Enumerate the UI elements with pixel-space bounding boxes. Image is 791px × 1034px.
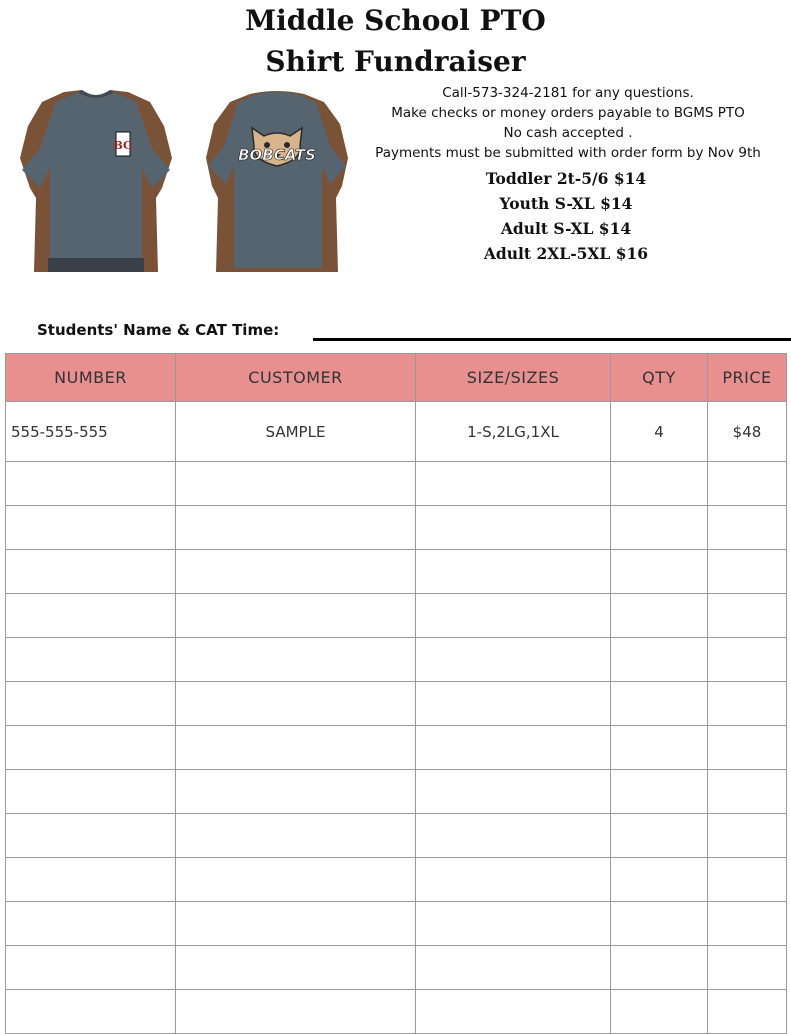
- qty-cell[interactable]: [611, 726, 708, 770]
- price-youth: Youth S-XL $14: [499, 194, 633, 213]
- number-cell[interactable]: [6, 814, 176, 858]
- number-cell[interactable]: [6, 770, 176, 814]
- customer-cell[interactable]: [176, 594, 416, 638]
- qty-cell[interactable]: [611, 770, 708, 814]
- number-cell[interactable]: [6, 638, 176, 682]
- shirt-back-image: [204, 88, 350, 272]
- table-row: [6, 638, 787, 682]
- sizes-cell[interactable]: [416, 682, 611, 726]
- price-adult-large: Adult 2XL-5XL $16: [483, 244, 649, 263]
- number-cell[interactable]: [6, 902, 176, 946]
- number-cell[interactable]: [6, 506, 176, 550]
- price-cell[interactable]: [708, 902, 787, 946]
- sample-qty-cell: 4: [611, 402, 708, 462]
- student-name-field[interactable]: [313, 338, 791, 341]
- sample-row: [6, 402, 787, 462]
- price-toddler: Toddler 2t-5/6 $14: [485, 169, 647, 188]
- number-cell[interactable]: [6, 462, 176, 506]
- price-cell[interactable]: [708, 506, 787, 550]
- sample-price-cell: $48: [708, 402, 787, 462]
- phone-line: Call-573-324-2181 for any questions.: [442, 85, 694, 101]
- no-cash-line: No cash accepted .: [503, 125, 633, 141]
- back-text: BOBCATS: [238, 146, 316, 164]
- price-cell[interactable]: [708, 814, 787, 858]
- customer-cell[interactable]: [176, 990, 416, 1034]
- price-adult: Adult S-XL $14: [500, 219, 632, 238]
- customer-cell[interactable]: [176, 682, 416, 726]
- table-row: [6, 858, 787, 902]
- qty-cell[interactable]: [611, 506, 708, 550]
- customer-cell[interactable]: [176, 770, 416, 814]
- number-cell[interactable]: [6, 682, 176, 726]
- table-row: [6, 726, 787, 770]
- price-cell[interactable]: [708, 462, 787, 506]
- sizes-cell[interactable]: [416, 990, 611, 1034]
- number-cell[interactable]: [6, 858, 176, 902]
- table-row: [6, 594, 787, 638]
- bg-chest-logo: [114, 132, 133, 156]
- number-cell[interactable]: [6, 946, 176, 990]
- table-row: [6, 946, 787, 990]
- customer-cell[interactable]: [176, 638, 416, 682]
- qty-cell[interactable]: [611, 594, 708, 638]
- sizes-cell[interactable]: [416, 814, 611, 858]
- sizes-cell[interactable]: [416, 506, 611, 550]
- qty-cell[interactable]: [611, 902, 708, 946]
- order-table: [5, 353, 787, 1034]
- sizes-cell[interactable]: [416, 638, 611, 682]
- number-cell[interactable]: [6, 726, 176, 770]
- sizes-cell[interactable]: [416, 946, 611, 990]
- qty-cell[interactable]: [611, 638, 708, 682]
- table-row: [6, 682, 787, 726]
- table-row: [6, 990, 787, 1034]
- table-row: [6, 506, 787, 550]
- qty-cell[interactable]: [611, 990, 708, 1034]
- column-header-number: NUMBER: [6, 354, 176, 402]
- price-cell[interactable]: [708, 638, 787, 682]
- price-cell[interactable]: [708, 726, 787, 770]
- sample-sizes-cell: 1-S,2LG,1XL: [416, 402, 611, 462]
- column-header-price: PRICE: [708, 354, 787, 402]
- qty-cell[interactable]: [611, 462, 708, 506]
- qty-cell[interactable]: [611, 550, 708, 594]
- price-cell[interactable]: [708, 990, 787, 1034]
- student-name-label: Students' Name & CAT Time:: [37, 321, 280, 339]
- deadline-line: Payments must be submitted with order form by Nov 9th: [375, 145, 761, 161]
- sizes-cell[interactable]: [416, 770, 611, 814]
- shirt-front-image: [12, 88, 180, 272]
- table-row: [6, 902, 787, 946]
- student-name-row: [37, 321, 791, 345]
- sizes-cell[interactable]: [416, 550, 611, 594]
- table-row: [6, 770, 787, 814]
- customer-cell[interactable]: [176, 858, 416, 902]
- column-header-sizes: SIZE/SIZES: [416, 354, 611, 402]
- qty-cell[interactable]: [611, 858, 708, 902]
- payable-line: Make checks or money orders payable to BGMS PTO: [391, 105, 745, 121]
- price-cell[interactable]: [708, 550, 787, 594]
- qty-cell[interactable]: [611, 946, 708, 990]
- price-cell[interactable]: [708, 594, 787, 638]
- sizes-cell[interactable]: [416, 594, 611, 638]
- customer-cell[interactable]: [176, 902, 416, 946]
- price-cell[interactable]: [708, 770, 787, 814]
- info-block: [352, 83, 784, 163]
- customer-cell[interactable]: [176, 550, 416, 594]
- title-line-2: Shirt Fundraiser: [265, 45, 526, 78]
- customer-cell[interactable]: [176, 506, 416, 550]
- customer-cell[interactable]: [176, 726, 416, 770]
- price-cell[interactable]: [708, 682, 787, 726]
- price-list: [396, 166, 736, 266]
- table-header-row: [6, 354, 787, 402]
- sizes-cell[interactable]: [416, 726, 611, 770]
- front-logo-text: BG: [113, 139, 133, 152]
- sizes-cell[interactable]: [416, 858, 611, 902]
- sizes-cell[interactable]: [416, 902, 611, 946]
- sample-customer-cell: SAMPLE: [176, 402, 416, 462]
- sample-number-cell: 555-555-555: [6, 402, 176, 462]
- table-row: [6, 462, 787, 506]
- number-cell[interactable]: [6, 594, 176, 638]
- column-header-customer: CUSTOMER: [176, 354, 416, 402]
- table-row: [6, 550, 787, 594]
- customer-cell[interactable]: [176, 814, 416, 858]
- column-header-qty: QTY: [611, 354, 708, 402]
- sizes-cell[interactable]: [416, 462, 611, 506]
- number-cell[interactable]: [6, 990, 176, 1034]
- price-cell[interactable]: [708, 946, 787, 990]
- table-row: [6, 814, 787, 858]
- title-line-1: Middle School PTO: [245, 4, 546, 37]
- qty-cell[interactable]: [611, 682, 708, 726]
- customer-cell[interactable]: [176, 946, 416, 990]
- qty-cell[interactable]: [611, 814, 708, 858]
- price-cell[interactable]: [708, 858, 787, 902]
- number-cell[interactable]: [6, 550, 176, 594]
- customer-cell[interactable]: [176, 462, 416, 506]
